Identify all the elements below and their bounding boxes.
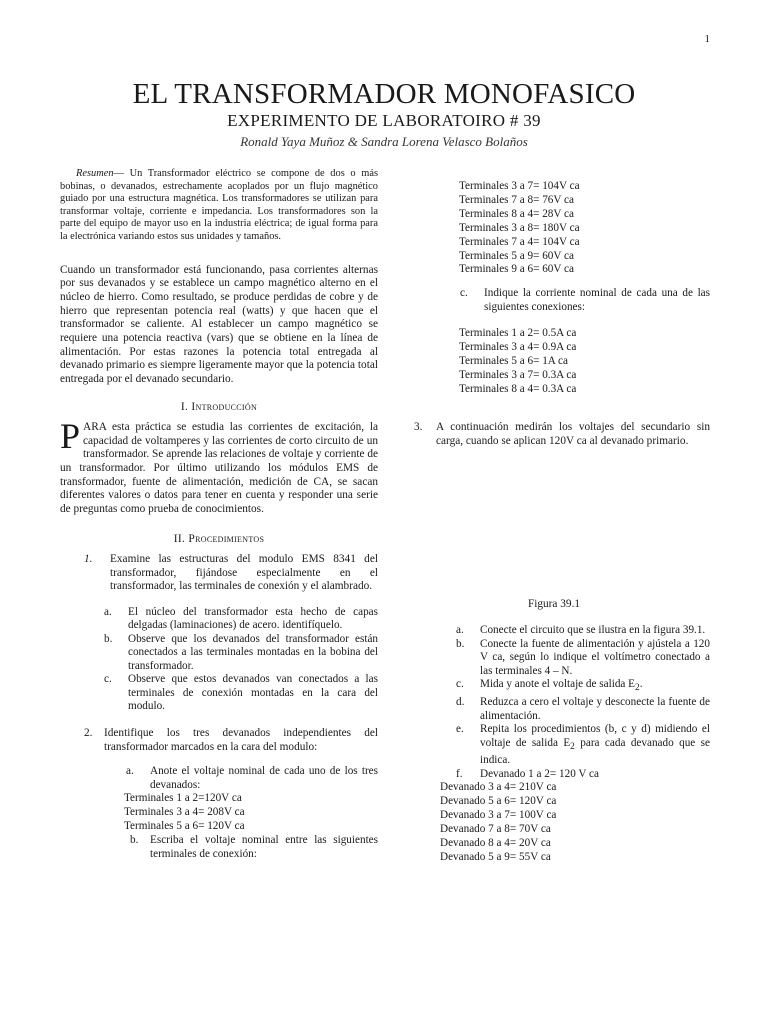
- abstract-text: — Un Transformador eléctrico se compone de dos o más bobinas, o devanados, estrechamente acoplados por un flujo magnético guiado por una estructura magnética. Los transformadores se utilizan para transformar voltaje, corriente e impedancia. Los transformadores son la parte del equipo de mayor uso en la industria eléctrica; de igual forma para la electrónica variando estos sus unidades y tamaños.: [60, 168, 378, 242]
- value-line: Terminales 9 a 6= 60V ca: [459, 263, 574, 276]
- list-marker: b.: [130, 834, 139, 847]
- list-text: Conecte la fuente de alimentación y ajústela a 120 V ca, según lo indique el voltímetro conectado a las terminales 4 – N.: [480, 637, 710, 677]
- list-marker: a.: [104, 605, 112, 618]
- value-line: Terminales 1 a 2=120V ca: [124, 792, 242, 805]
- value-line: Terminales 8 a 4= 28V ca: [459, 207, 574, 220]
- figure-caption: Figura 39.1: [527, 598, 581, 611]
- procedure-item-2: [84, 727, 378, 754]
- list-text: Conecte el circuito que se ilustra en la figura 39.1.: [480, 624, 706, 637]
- item-number: 1.: [84, 552, 93, 565]
- authors: Ronald Yaya Muñoz & Sandra Lorena Velasco Bolaños: [240, 134, 528, 149]
- value-line: Terminales 5 a 9= 60V ca: [459, 249, 574, 262]
- item-number: 2.: [84, 726, 93, 739]
- list-item: [456, 768, 710, 782]
- document-subtitle: EXPERIMENTO DE LABORATOIRO # 39: [227, 111, 541, 130]
- item2-b-values: [459, 180, 710, 277]
- item-text: A continuación medirán los voltajes del secundario sin carga, cuando se aplican 120V ca al devanado primario.: [436, 420, 710, 447]
- value-line: Devanado 5 a 9= 55V ca: [440, 850, 551, 863]
- figure-39-1-space: [398, 448, 710, 598]
- value-line: Terminales 7 a 8= 76V ca: [459, 193, 574, 206]
- item-text: Examine las estructuras del modulo EMS 8341 del transformador, fijándose especialmente en el transformador, las terminales de conexión y el alambrado.: [110, 552, 378, 593]
- value-line: Terminales 3 a 7= 0.3A ca: [459, 369, 577, 382]
- item3-sublist: [456, 624, 710, 781]
- list-text: [480, 678, 710, 696]
- value-line: Devanado 7 a 8= 70V ca: [440, 822, 551, 835]
- list-text: Reduzca a cero el voltaje y desconecte la fuente de alimentación.: [480, 696, 710, 722]
- procedure-item-1: [84, 553, 378, 594]
- item2-a-values: [124, 792, 378, 834]
- item-number: 3.: [414, 420, 423, 433]
- list-item: [456, 678, 710, 696]
- list-marker: a.: [456, 624, 464, 637]
- list-text-part: Repita los procedimientos (b, c y d) midiendo el voltaje de salida E: [480, 723, 710, 749]
- value-line: Terminales 3 a 4= 0.9A ca: [459, 341, 577, 354]
- list-text: Observe que los devanados del transformador están conectados a las terminales montadas en la bobina del transformador.: [128, 632, 378, 672]
- value-line: Terminales 3 a 7= 104V ca: [459, 180, 580, 192]
- intro-paragraph: Cuando un transformador está funcionando, pasa corrientes alternas por sus devanados y se establece un campo magnético alterno en el núcleo de hierro. Como resultado, se produce perdidas de cobre y de hierro que representan potencia real (watts) y que hacen que el transformador se caliente. Al establecer un campo magnético se requiere una potencia reactiva (vars) que se obtiene en la línea de alimentación. Por estas razones la potencia total entregada al devanado primario es siempre ligeramente mayor que la potencia total entregada por el devanado secundario.: [60, 263, 378, 386]
- section1-paragraph: [60, 415, 378, 517]
- list-text-part: Mida y anote el voltaje de salida E: [480, 678, 636, 691]
- list-text: El núcleo del transformador esta hecho de capas delgadas (laminaciones) de acero. identifíquelo.: [128, 605, 378, 632]
- list-marker: c.: [460, 287, 468, 300]
- item2-sub-c: [460, 287, 710, 314]
- item1-sublist: [104, 606, 378, 714]
- subscript: 2: [570, 741, 575, 752]
- section1-text: ARA esta práctica se estudia las corrientes de excitación, la capacidad de voltamperes y las corrientes de corto circuito de un transformador. Se aprende las relaciones de voltaje y corriente de un transformador. Por último utilizando los módulos EMS de transformador, fuente de alimentación, medición de CA, se sacan diferentes valores o datos para tener en cuenta y responder una serie de preguntas como prueba de conocimientos.: [60, 420, 378, 516]
- abstract-label: Resumen: [76, 168, 114, 179]
- value-line: Devanado 8 a 4= 20V ca: [440, 836, 551, 849]
- list-text: Observe que estos devanados van conectados a las terminales de conexión montadas en la cara del modulo.: [128, 673, 378, 713]
- abstract: [60, 168, 378, 244]
- list-text: Indique la corriente nominal de cada una de las siguientes conexiones:: [484, 287, 710, 313]
- item2-sub-a: [126, 765, 378, 792]
- value-line: Terminales 5 a 6= 1A ca: [459, 355, 568, 368]
- value-line: Terminales 3 a 4= 208V ca: [124, 806, 245, 819]
- list-item: [104, 633, 378, 674]
- value-line: Devanado 3 a 4= 210V ca: [440, 781, 557, 794]
- drop-cap: P: [60, 415, 81, 456]
- list-text: Anote el voltaje nominal de cada uno de los tres devanados:: [150, 765, 378, 791]
- list-marker: b.: [456, 637, 465, 650]
- value-line: Terminales 8 a 4= 0.3A ca: [459, 382, 577, 395]
- item2-sub-b: [130, 834, 378, 861]
- section-heading-procedimientos: II. Procedimientos: [173, 532, 265, 545]
- list-marker: d.: [456, 696, 465, 709]
- list-item: [104, 673, 378, 714]
- item2-c-values: [459, 327, 710, 397]
- list-item: [456, 696, 710, 723]
- item-text: Identifique los tres devanados independientes del transformador marcados en la cara del modulo:: [104, 726, 378, 753]
- value-line: Devanado 3 a 7= 100V ca: [440, 809, 557, 822]
- procedure-item-3: [414, 421, 710, 448]
- list-text: [480, 723, 710, 768]
- list-marker: f.: [456, 767, 463, 780]
- list-marker: e.: [456, 723, 464, 736]
- list-marker: c.: [104, 673, 112, 686]
- value-line: Terminales 5 a 6= 120V ca: [124, 820, 245, 833]
- list-item: [456, 723, 710, 768]
- left-column: [60, 168, 378, 861]
- value-line: Terminales 1 a 2= 0.5A ca: [459, 327, 577, 340]
- list-text-part: .: [639, 678, 643, 691]
- list-item: [456, 624, 710, 638]
- value-line: Terminales 3 a 8= 180V ca: [459, 221, 580, 234]
- list-item: [456, 638, 710, 679]
- subscript: 2: [635, 683, 640, 694]
- value-line: Terminales 7 a 4= 104V ca: [459, 235, 580, 248]
- section-heading-introduccion: I. Introducción: [180, 400, 258, 413]
- list-text: Escriba el voltaje nominal entre las siguientes terminales de conexión:: [150, 834, 378, 860]
- document-title: EL TRANSFORMADOR MONOFASICO: [132, 78, 636, 110]
- list-marker: a.: [126, 765, 134, 778]
- value-line: Devanado 5 a 6= 120V ca: [440, 795, 557, 808]
- list-marker: c.: [456, 678, 464, 691]
- list-text: Devanado 1 a 2= 120 V ca: [480, 767, 599, 780]
- list-text-part: para cada devanado que se indica.: [480, 736, 710, 767]
- list-marker: b.: [104, 632, 113, 645]
- right-column: [398, 180, 710, 865]
- item3-f-values: [440, 781, 710, 864]
- list-item: [104, 606, 378, 633]
- page-number: 1: [704, 33, 710, 45]
